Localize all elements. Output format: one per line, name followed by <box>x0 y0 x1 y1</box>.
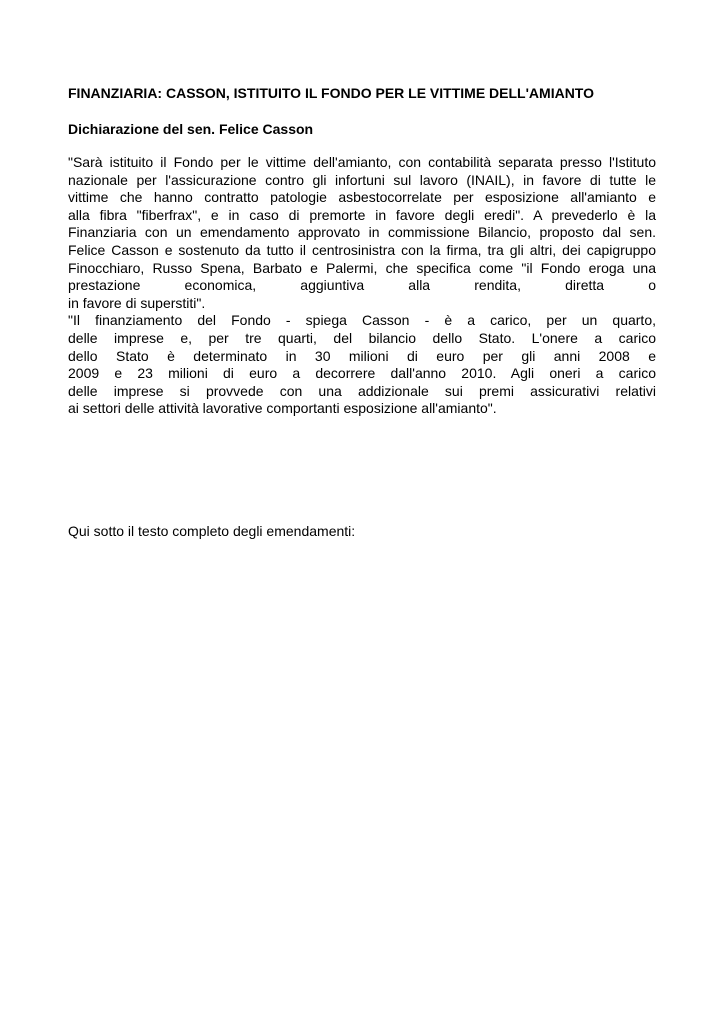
text-line: nazionale per l'assicurazione contro gli infortuni sul lavoro (INAIL), in favore di tutte le <box>68 171 656 188</box>
text-line: dello Stato è determinato in 30 milioni di euro per gli anni 2008 e <box>68 347 656 364</box>
document-body <box>68 154 656 418</box>
text-line: Finocchiaro, Russo Spena, Barbato e Palermi, che specifica come "il Fondo eroga una <box>68 259 656 276</box>
text-line: delle imprese e, per tre quarti, del bilancio dello Stato. L'onere a carico <box>68 329 656 346</box>
document-subtitle: Dichiarazione del sen. Felice Casson <box>68 121 314 137</box>
text-line: "Il finanziamento del Fondo - spiega Casson - è a carico, per un quarto, <box>68 312 656 329</box>
text-line: 2009 e 23 milioni di euro a decorrere dall'anno 2010. Agli oneri a carico <box>68 365 656 382</box>
paragraph-1 <box>68 154 656 312</box>
document-title: FINANZIARIA: CASSON, ISTITUITO IL FONDO PER LE VITTIME DELL'AMIANTO <box>68 85 594 101</box>
text-line: in favore di superstiti". <box>68 294 206 311</box>
emendments-intro: Qui sotto il testo completo degli emendamenti: <box>68 523 356 539</box>
text-line: ai settori delle attività lavorative comportanti esposizione all'amianto". <box>68 400 497 417</box>
text-line: prestazione economica, aggiuntiva alla rendita, diretta o <box>68 277 656 294</box>
paragraph-2 <box>68 312 656 418</box>
text-line: vittime che hanno contratto patologie asbestocorrelate per esposizione all'amianto e <box>68 189 656 206</box>
text-line: Finanziaria con un emendamento approvato in commissione Bilancio, proposto dal sen. <box>68 224 656 241</box>
text-line: Felice Casson e sostenuto da tutto il centrosinistra con la firma, tra gli altri, dei capigruppo <box>68 241 656 258</box>
text-line: delle imprese si provvede con una addizionale sui premi assicurativi relativi <box>68 382 656 399</box>
text-line: alla fibra "fiberfrax", e in caso di premorte in favore degli eredi". A prevederlo è la <box>68 206 656 223</box>
text-line: "Sarà istituito il Fondo per le vittime dell'amianto, con contabilità separata presso l'Istituto <box>68 154 656 170</box>
